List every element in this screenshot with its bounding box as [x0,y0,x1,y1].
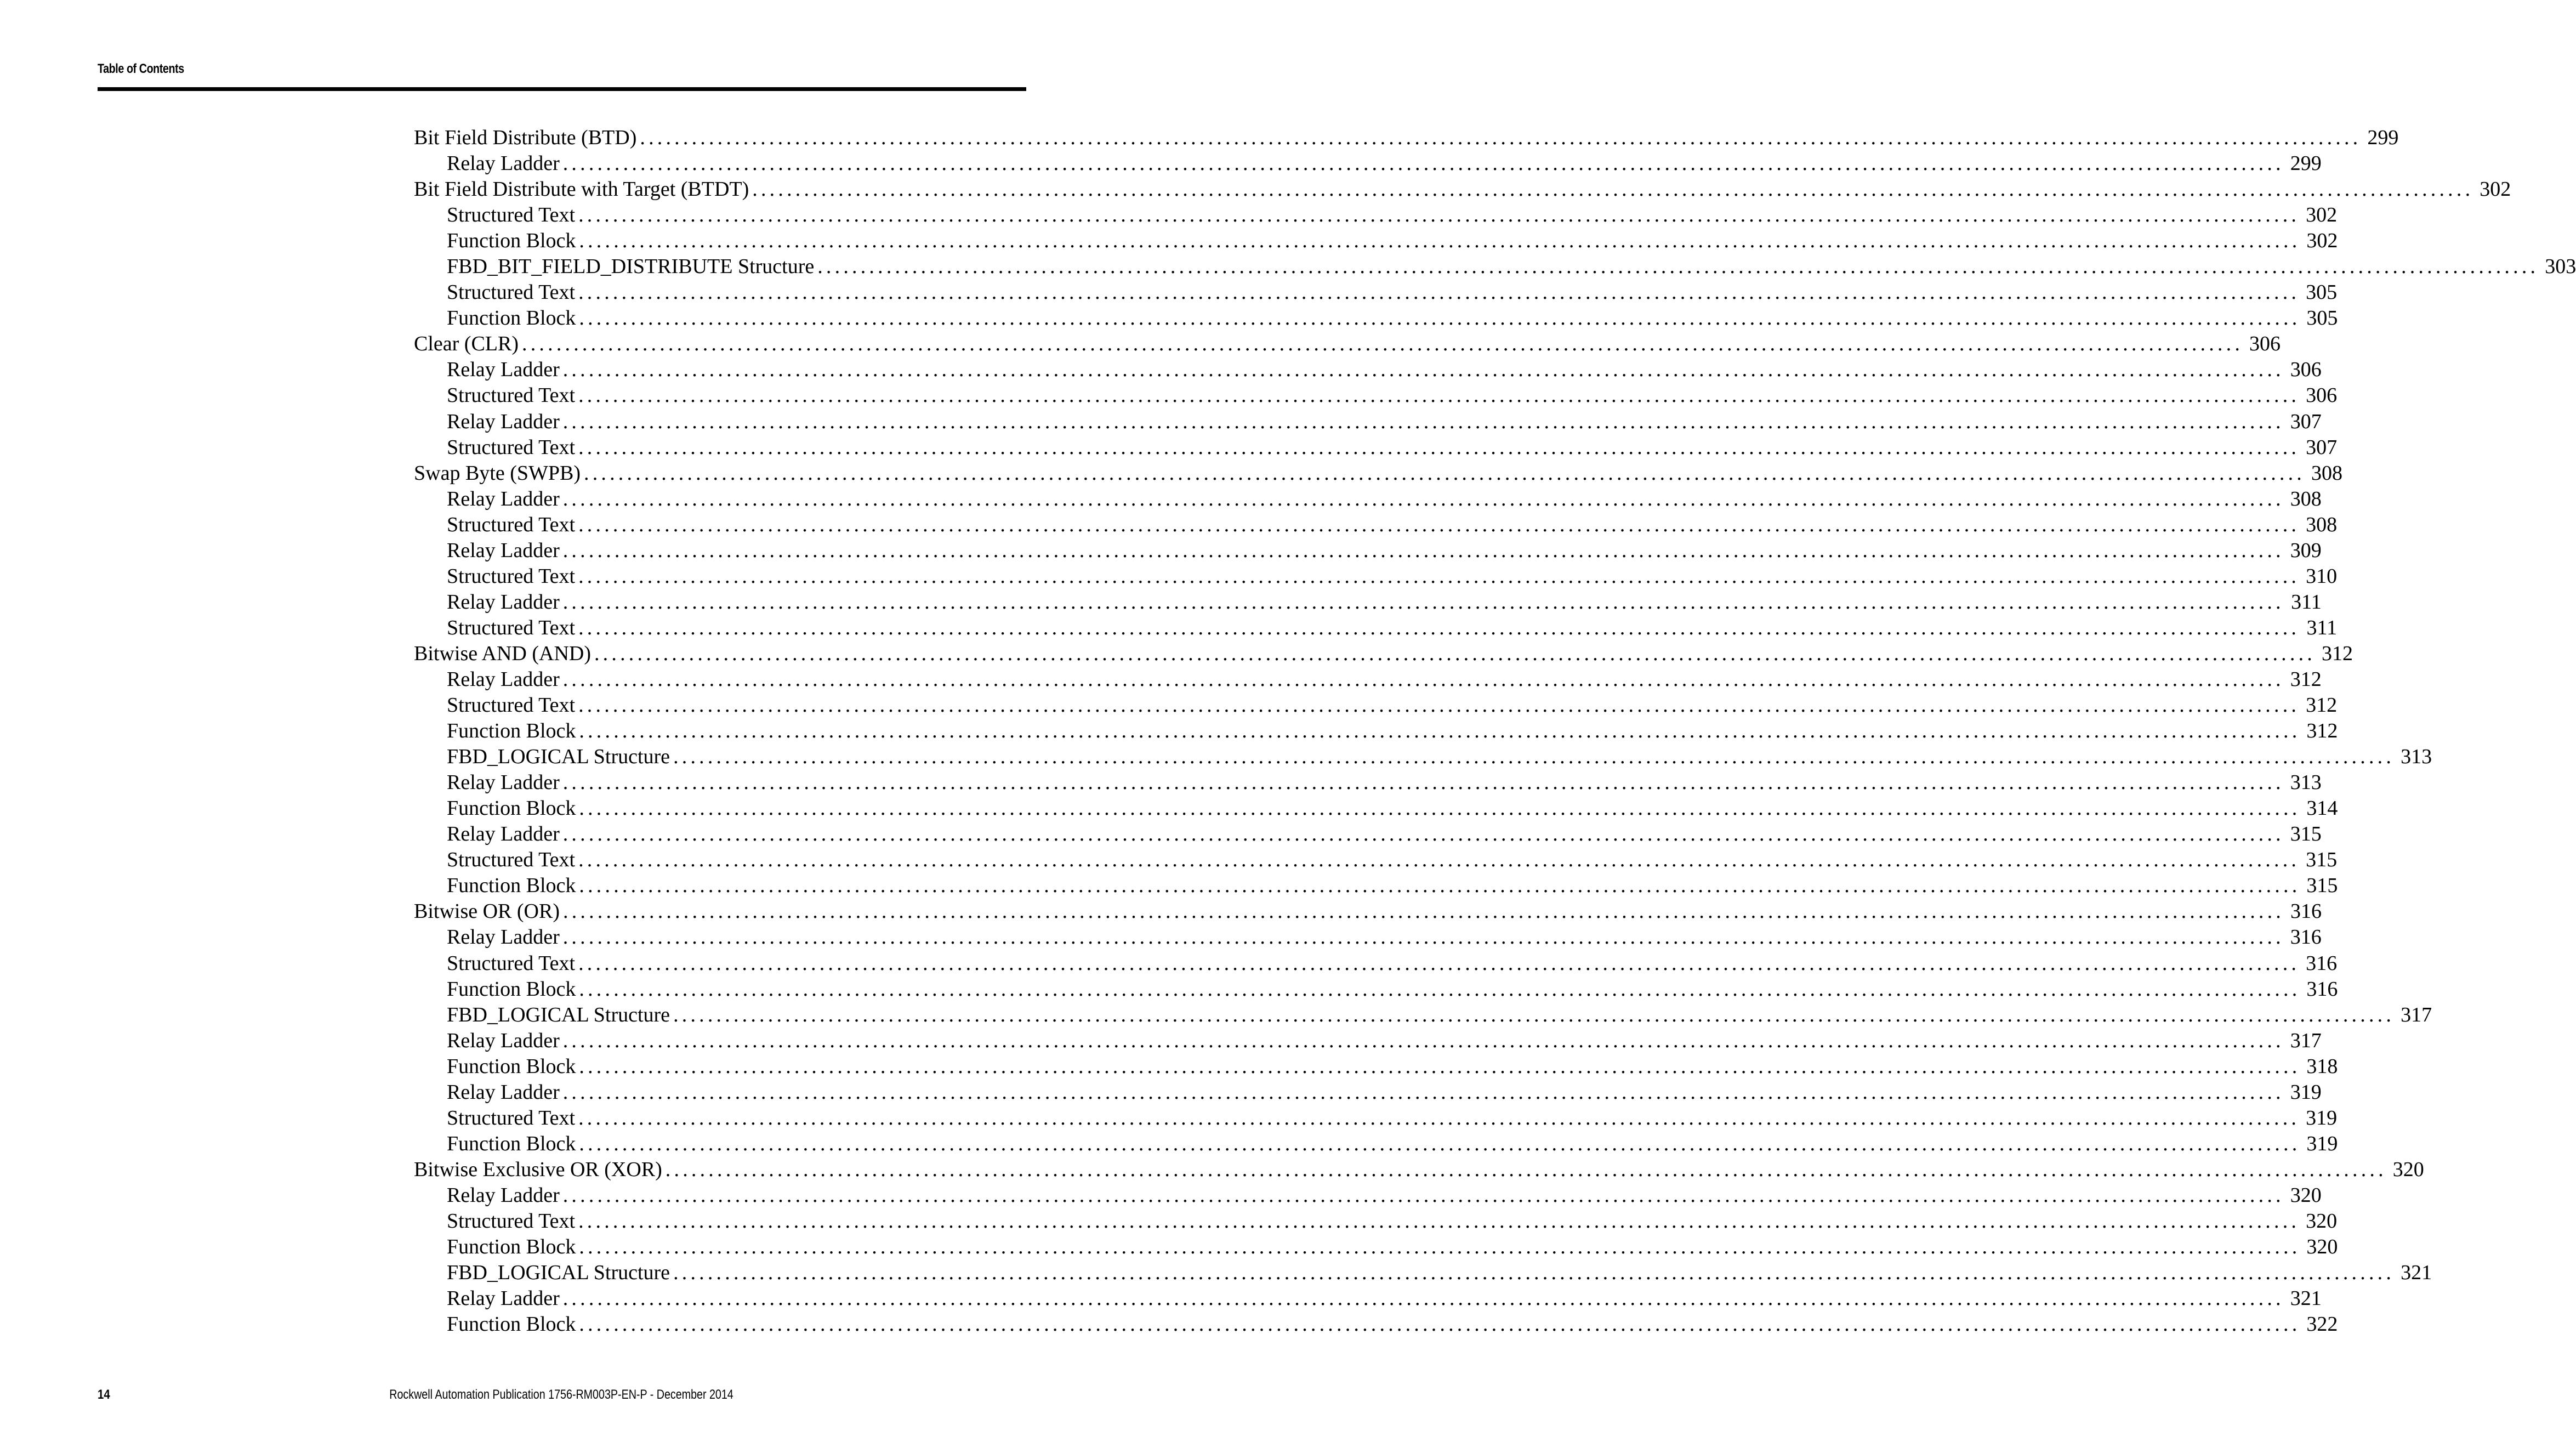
toc-entry[interactable] [414,589,2322,615]
toc-entry-page: 312 [2306,694,2338,717]
toc-dot-leader: ........................................................................................................................................................................................................ [579,307,2301,330]
toc-entry[interactable] [414,305,2338,331]
toc-entry-label: Relay Ladder [447,358,560,382]
toc-dot-leader: ........................................................................................................................................................................................................ [522,332,2244,356]
toc-dot-leader: ........................................................................................................................................................................................................ [578,848,2300,872]
toc-entry-label: Function Block [447,977,576,1001]
toc-entry-label: Structured Text [447,384,576,407]
toc-entry-label: Relay Ladder [447,538,560,562]
toc-dot-leader: ........................................................................................................................................................................................................ [562,538,2284,562]
toc-entry-label: Relay Ladder [447,152,560,175]
toc-entry-label: Function Block [447,307,576,330]
toc-entry-label: Function Block [447,1054,576,1078]
toc-entry-page: 312 [2321,642,2353,665]
toc-entry[interactable] [414,280,2338,305]
toc-entry-page: 308 [2311,461,2342,485]
toc-dot-leader: ........................................................................................................................................................................................................ [562,1080,2284,1104]
toc-dot-leader: ........................................................................................................................................................................................................ [579,1054,2301,1078]
toc-entry-page: 321 [2290,1287,2322,1310]
toc-entry-page: 320 [2290,1183,2322,1207]
toc-entry[interactable] [414,461,2342,486]
toc-entry-label: Structured Text [447,951,576,975]
toc-entry-page: 312 [2306,719,2338,743]
toc-entry-page: 312 [2290,667,2322,691]
toc-dot-leader: ........................................................................................................................................................................................................ [817,255,2539,279]
toc-entry-page: 313 [2401,745,2432,769]
toc-entry[interactable] [414,821,2322,847]
toc-dot-leader: ........................................................................................................................................................................................................ [562,771,2284,794]
toc-entry-page: 318 [2306,1054,2338,1078]
toc-entry[interactable] [414,202,2338,228]
toc-entry[interactable] [414,873,2338,899]
toc-dot-leader: ........................................................................................................................................................................................................ [578,1209,2300,1233]
toc-dot-leader: ........................................................................................................................................................................................................ [578,203,2300,227]
toc-entry[interactable] [414,744,2432,770]
toc-entry-label: Relay Ladder [447,1029,560,1052]
toc-entry-label: Structured Text [447,281,576,304]
toc-entry[interactable] [414,641,2353,667]
toc-dot-leader: ........................................................................................................................................................................................................ [562,487,2284,510]
toc-dot-leader: ........................................................................................................................................................................................................ [579,229,2301,253]
toc-dot-leader: ........................................................................................................................................................................................................ [562,1287,2284,1310]
footer-page-number: 14 [98,1387,110,1402]
toc-entry[interactable] [414,1131,2338,1157]
toc-entry[interactable] [414,564,2338,589]
header-rule [98,87,1026,91]
toc-entry-label: Function Block [447,719,576,743]
toc-entry[interactable] [414,1080,2322,1105]
toc-entry[interactable] [414,125,2399,151]
toc-entry-page: 320 [2306,1209,2338,1233]
toc-entry-label: Function Block [447,1132,576,1155]
toc-dot-leader: ........................................................................................................................................................................................................ [578,281,2300,304]
toc-entry[interactable] [414,693,2338,718]
toc-entry-label: Structured Text [447,616,576,639]
toc-dot-leader: ........................................................................................................................................................................................................ [563,900,2284,923]
toc-entry[interactable] [414,331,2281,357]
toc-entry-page: 315 [2290,822,2322,846]
toc-entry[interactable] [414,770,2322,796]
toc-entry-page: 313 [2290,771,2322,794]
header-title: Table of Contents [98,61,184,76]
toc-dot-leader: ........................................................................................................................................................................................................ [562,667,2284,691]
toc-entry[interactable] [414,228,2338,254]
toc-list [414,125,2576,1337]
toc-dot-leader: ........................................................................................................................................................................................................ [579,719,2301,743]
toc-entry[interactable] [414,254,2576,280]
toc-entry-page: 305 [2306,307,2338,330]
toc-entry-label: Structured Text [447,1106,576,1130]
toc-entry[interactable] [414,615,2338,641]
toc-dot-leader: ........................................................................................................................................................................................................ [665,1157,2387,1181]
toc-dot-leader: ........................................................................................................................................................................................................ [578,616,2300,639]
toc-entry[interactable] [414,1157,2424,1183]
toc-dot-leader: ........................................................................................................................................................................................................ [578,435,2300,459]
toc-entry-page: 302 [2480,178,2511,201]
toc-entry-page: 317 [2290,1029,2322,1052]
toc-entry[interactable] [414,718,2338,744]
toc-entry-page: 306 [2249,332,2281,356]
toc-dot-leader: ........................................................................................................................................................................................................ [579,977,2301,1001]
toc-entry[interactable] [414,924,2322,950]
toc-entry-page: 320 [2306,1235,2338,1259]
toc-entry-label: Relay Ladder [447,822,560,846]
toc-entry-label: Bit Field Distribute with Target (BTDT) [414,178,749,201]
toc-entry-page: 302 [2306,229,2338,253]
footer-publication: Rockwell Automation Publication 1756-RM003P-EN-P - December 2014 [389,1387,733,1402]
toc-dot-leader: ........................................................................................................................................................................................................ [579,1235,2301,1259]
toc-dot-leader: ........................................................................................................................................................................................................ [578,564,2300,588]
toc-dot-leader: ........................................................................................................................................................................................................ [579,1313,2301,1336]
toc-entry-label: Relay Ladder [447,771,560,794]
toc-dot-leader: ........................................................................................................................................................................................................ [562,590,2284,614]
toc-entry-label: Bitwise AND (AND) [414,642,591,665]
toc-dot-leader: ........................................................................................................................................................................................................ [562,358,2284,382]
toc-dot-leader: ........................................................................................................................................................................................................ [562,152,2284,175]
toc-entry-label: FBD_LOGICAL Structure [447,1261,670,1285]
toc-entry[interactable] [414,409,2322,435]
toc-entry[interactable] [414,357,2322,383]
toc-entry-label: Function Block [447,229,576,253]
toc-dot-leader: ........................................................................................................................................................................................................ [579,1132,2301,1155]
toc-entry[interactable] [414,1234,2338,1260]
toc-dot-leader: ........................................................................................................................................................................................................ [578,694,2300,717]
toc-entry[interactable] [414,435,2338,461]
toc-entry-label: Swap Byte (SWPB) [414,461,581,485]
toc-entry-label: Relay Ladder [447,590,560,614]
toc-dot-leader: ........................................................................................................................................................................................................ [578,384,2300,407]
toc-entry-page: 305 [2306,281,2338,304]
toc-entry-page: 319 [2306,1106,2338,1130]
toc-entry[interactable] [414,512,2338,538]
toc-dot-leader: ........................................................................................................................................................................................................ [579,797,2301,820]
toc-entry-label: Structured Text [447,203,576,227]
toc-dot-leader: ........................................................................................................................................................................................................ [673,1003,2395,1026]
toc-entry-page: 311 [2291,590,2322,614]
toc-entry[interactable] [414,1105,2338,1131]
toc-dot-leader: ........................................................................................................................................................................................................ [578,951,2300,975]
toc-entry-label: Bit Field Distribute (BTD) [414,126,637,149]
toc-entry[interactable] [414,847,2338,873]
toc-entry-label: Structured Text [447,435,576,459]
toc-entry-label: FBD_LOGICAL Structure [447,745,670,769]
toc-entry[interactable] [414,486,2322,512]
toc-entry[interactable] [414,1183,2322,1208]
toc-dot-leader: ........................................................................................................................................................................................................ [673,745,2395,769]
toc-entry-page: 299 [2290,152,2322,175]
toc-entry-page: 320 [2392,1157,2424,1181]
toc-entry-label: Relay Ladder [447,926,560,949]
toc-entry[interactable] [414,383,2338,408]
toc-dot-leader: ........................................................................................................................................................................................................ [579,874,2301,898]
toc-dot-leader: ........................................................................................................................................................................................................ [673,1261,2395,1285]
toc-entry-page: 310 [2306,564,2338,588]
toc-entry[interactable] [414,1260,2432,1286]
toc-entry-page: 299 [2367,126,2399,149]
toc-entry-page: 321 [2401,1261,2432,1285]
toc-entry-page: 307 [2306,435,2338,459]
toc-dot-leader: ........................................................................................................................................................................................................ [562,1183,2284,1207]
toc-entry-page: 322 [2306,1313,2338,1336]
toc-entry-page: 315 [2306,874,2338,898]
toc-entry[interactable] [414,1208,2338,1234]
toc-entry-page: 303 [2545,255,2576,279]
toc-entry-page: 319 [2290,1080,2322,1104]
toc-entry-label: Relay Ladder [447,1183,560,1207]
toc-entry-page: 317 [2401,1003,2432,1026]
toc-entry-page: 302 [2306,203,2338,227]
toc-entry-page: 307 [2290,410,2322,433]
toc-entry[interactable] [414,177,2511,202]
toc-entry-page: 311 [2306,616,2338,639]
toc-dot-leader: ........................................................................................................................................................................................................ [640,126,2362,149]
toc-entry[interactable] [414,1002,2432,1028]
toc-entry-label: Structured Text [447,564,576,588]
toc-dot-leader: ........................................................................................................................................................................................................ [578,513,2300,536]
toc-entry-page: 315 [2306,848,2338,872]
toc-entry[interactable] [414,951,2338,977]
toc-entry-label: Relay Ladder [447,410,560,433]
toc-dot-leader: ........................................................................................................................................................................................................ [562,410,2284,433]
toc-entry-label: Structured Text [447,694,576,717]
toc-entry-page: 316 [2290,900,2322,923]
toc-entry-page: 309 [2290,538,2322,562]
toc-entry-label: Bitwise OR (OR) [414,900,560,923]
toc-entry[interactable] [414,1028,2322,1054]
toc-entry-label: Function Block [447,874,576,898]
toc-entry[interactable] [414,667,2322,693]
toc-entry-page: 316 [2290,926,2322,949]
toc-entry-label: Structured Text [447,513,576,536]
toc-entry[interactable] [414,1054,2338,1080]
toc-entry-label: Structured Text [447,1209,576,1233]
toc-entry-label: Function Block [447,797,576,820]
toc-dot-leader: ........................................................................................................................................................................................................ [594,642,2316,665]
toc-entry-label: Bitwise Exclusive OR (XOR) [414,1157,662,1181]
toc-entry[interactable] [414,1312,2338,1337]
toc-entry-label: Relay Ladder [447,1287,560,1310]
toc-entry-page: 314 [2306,797,2338,820]
toc-entry-label: Function Block [447,1313,576,1336]
toc-dot-leader: ........................................................................................................................................................................................................ [584,461,2305,485]
toc-entry[interactable] [414,1286,2322,1312]
toc-entry-page: 319 [2306,1132,2338,1155]
toc-dot-leader: ........................................................................................................................................................................................................ [562,822,2284,846]
toc-entry-page: 306 [2290,358,2322,382]
toc-entry-label: Clear (CLR) [414,332,519,356]
toc-dot-leader: ........................................................................................................................................................................................................ [578,1106,2300,1130]
toc-entry[interactable] [414,538,2322,564]
toc-dot-leader: ........................................................................................................................................................................................................ [562,926,2284,949]
toc-entry[interactable] [414,899,2322,924]
toc-entry-page: 316 [2306,977,2338,1001]
toc-entry-label: FBD_BIT_FIELD_DISTRIBUTE Structure [447,255,815,279]
toc-entry[interactable] [414,977,2338,1002]
toc-entry-label: Relay Ladder [447,487,560,510]
toc-entry-label: Structured Text [447,848,576,872]
toc-entry[interactable] [414,151,2322,177]
toc-entry-label: Relay Ladder [447,1080,560,1104]
toc-entry-page: 308 [2306,513,2338,536]
toc-entry-page: 308 [2290,487,2322,510]
toc-dot-leader: ........................................................................................................................................................................................................ [562,1029,2284,1052]
toc-entry[interactable] [414,796,2338,821]
toc-entry-label: FBD_LOGICAL Structure [447,1003,670,1026]
toc-entry-label: Function Block [447,1235,576,1259]
toc-entry-label: Relay Ladder [447,667,560,691]
toc-entry-page: 316 [2306,951,2338,975]
toc-dot-leader: ........................................................................................................................................................................................................ [752,178,2474,201]
toc-entry-page: 306 [2306,384,2338,407]
